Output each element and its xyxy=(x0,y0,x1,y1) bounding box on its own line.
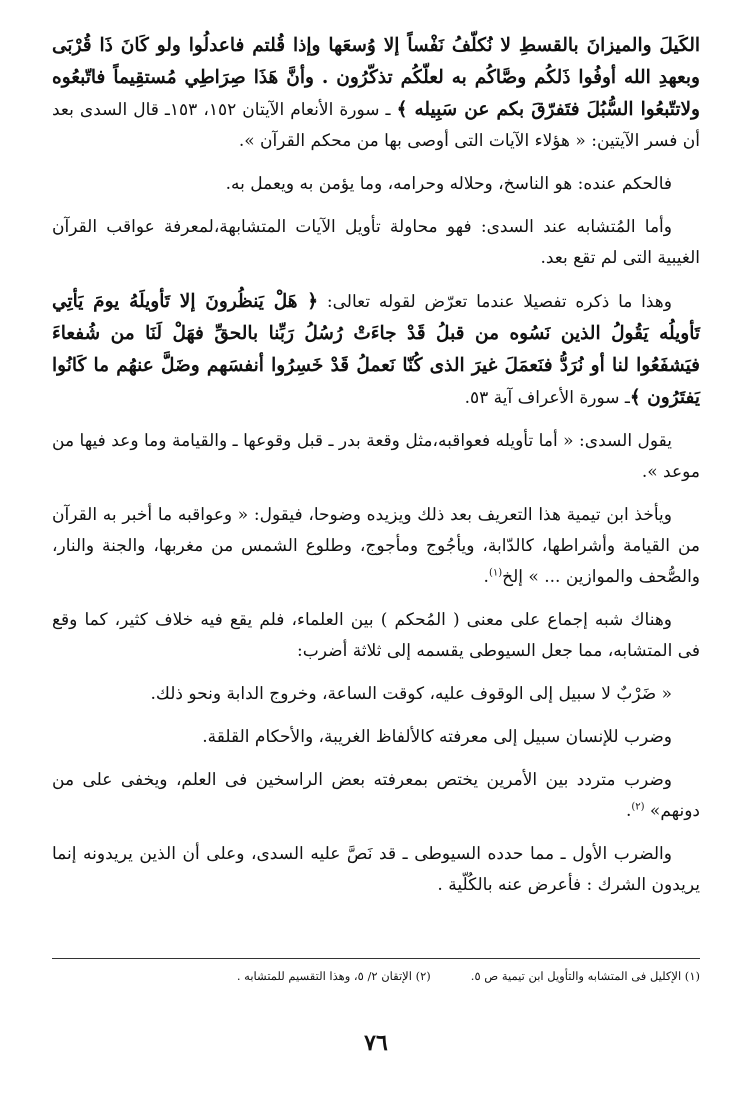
footnote-ref-2: (٢) xyxy=(631,801,645,813)
paragraph-muhkam-definition: فالحكم عنده: هو الناسخ، وحلاله وحرامه، وما يؤمن به ويعمل به. xyxy=(225,174,672,194)
footnotes xyxy=(52,958,700,985)
paragraph-mutashabih-definition: وأما المُتشابه عند السدى: فهو محاولة تأويل الآيات المتشابهة،لمعرفة عواقب القرآن الغيبية التى لم تقع بعد. xyxy=(52,217,700,268)
quran-verse: ﴿ هَلْ يَنظُرونَ إلا تَأويلَهُ يومَ يَأتِي تَأويلُه يَقُولُ الذين نَسُوه من قبلُ قَدْ جاءَتْ رُسُلُ رَبِّنا بالحقِّ فهَلْ لَنَا من شُفعاءَ فيَشفَعُوا لنا أو نُرَدُّ فنَعمَلَ غيرَ الذى كُنّا نَعملُ قَدْ خَسِرُوا أنفسَهم وضَلَّ عنهُم ما كَانُوا يَفتَرُون ﴾ xyxy=(52,291,700,408)
paragraph-text: ـ سورة الأنعام الآيتان ١٥٢، ١٥٣ـ قال السدى بعد أن فسر الآيتين: « هؤلاء الآيات التى أوصى بها من محكم القرآن ». xyxy=(52,100,700,151)
paragraph-text: وهذا ما ذكره تفصيلا عندما تعرّض لقوله تعالى: xyxy=(318,292,672,312)
paragraph-consensus: وهناك شبه إجماع على معنى ( المُحكم ) بين العلماء، فلم يقع فيه خلاف كثير، كما وقع فى المتشابه، مما جعل السيوطى يقسمه إلى ثلاثة أضرب: xyxy=(52,610,700,661)
paragraph-verse-araf xyxy=(52,286,700,414)
paragraph-type-one: « ضَرْبٌ لا سبيل إلى الوقوف عليه، كوقت الساعة، وخروج الدابة ونحو ذلك. xyxy=(150,684,672,704)
paragraph-text: ويأخذ ابن تيمية هذا التعريف بعد ذلك ويزيده وضوحا، فيقول: « وعواقبه ما أخبر به القرآن من القيامة وأشراطها، كالدّابة، ويأجُوج ومأجوج، وطلوع الشمس من مغربها، والجنة والنار، والصُّحف والموازين ... » إلخ xyxy=(52,505,700,587)
quran-verse: الكَيلَ والميزانَ بالقسطِ لا نُكلّفُ نَفْساً إلا وُسعَها وإذا قُلتم فاعدلُوا ولو كَانَ ذَا قُرْبَى وبعهدِ الله أوفُوا ذَلكُم وصَّاكُم به لعلّكُم تذكّرُون . وأنَّ هَذَا صِرَاطِي مُستقِيماً فاتّبعُوه ولاتتّبعُوا السُّبُلَ فتَفرّقَ بكم عن سَبِيله ﴾ xyxy=(52,35,700,120)
footnote-1: (١) الإكليل فى المتشابه والتأويل ابن تيمية ص ٥. xyxy=(470,969,700,983)
paragraph-text: ـ سورة الأعراف آية ٥٣. xyxy=(464,388,630,408)
page-number: ٧٦ xyxy=(364,1030,388,1056)
paragraph-verse-anam xyxy=(52,30,700,157)
paragraph-type-three xyxy=(52,765,700,827)
paragraph-text: . xyxy=(483,567,489,587)
paragraph-text: وضرب متردد بين الأمرين يختص بمعرفته بعض الراسخين فى العلم، ويخفى على من دونهم» xyxy=(52,770,700,821)
paragraph-ibn-taymiyyah xyxy=(52,500,700,593)
footnote-2: (٢) الإتقان ٢/ ٥، وهذا التقسيم للمتشابه . xyxy=(236,969,431,983)
footnote-ref-1: (١) xyxy=(488,567,503,579)
paragraph-text: . xyxy=(625,801,632,821)
paragraph-type-two: وضرب للإنسان سبيل إلى معرفته كالألفاظ الغريبة، والأحكام القلقة. xyxy=(202,727,672,747)
paragraph-conclusion: والضرب الأول ـ مما حدده السيوطى ـ قد نَصَّ عليه السدى، وعلى أن الذين يريدونه إنما يريدون الشرك : فأعرض عنه بالكُلّية . xyxy=(52,844,700,895)
paragraph-suddi-quote: يقول السدى: « أما تأويله فعواقبه،مثل وقعة بدر ـ قبل وقوعها ـ والقيامة وما وعد فيها من موعد ». xyxy=(52,431,700,482)
